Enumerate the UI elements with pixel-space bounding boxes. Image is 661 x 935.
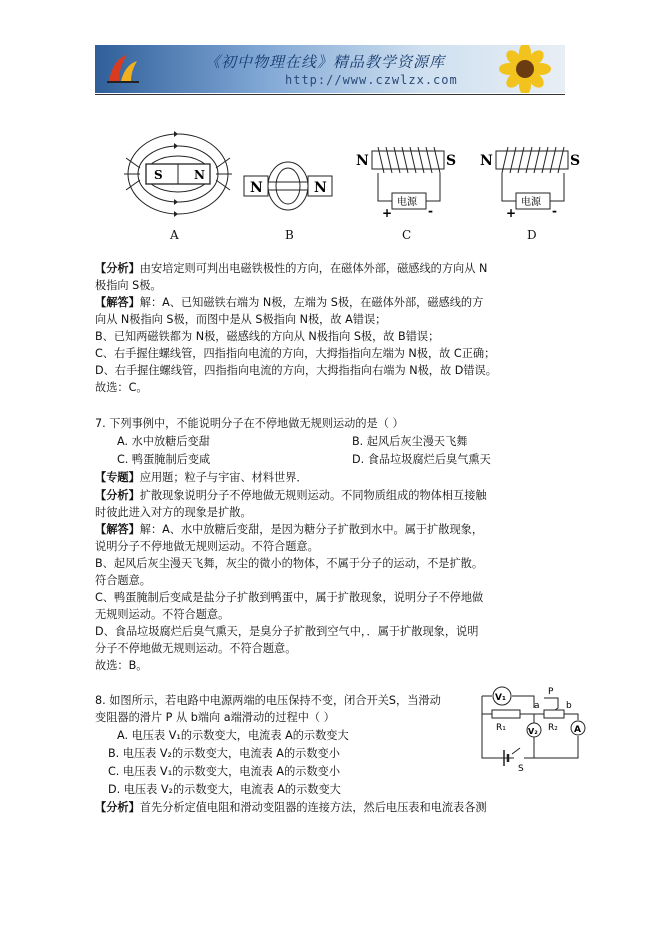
plus-d: +: [506, 206, 517, 220]
pole-s-label: S: [154, 168, 163, 182]
figure-a-label: A: [170, 228, 179, 242]
header-banner: [95, 45, 565, 93]
q8-stem-line1: 8. 如图所示，若电路中电源两端的电压保持不变，闭合开关S，当滑动: [95, 694, 441, 707]
pole-n-label: N: [194, 168, 205, 182]
plus-c: +: [382, 206, 393, 220]
figure-c-label: C: [402, 228, 412, 242]
q7-option-c: C. 鸭蛋腌制后变咸: [117, 453, 211, 466]
figure-a-bar-magnet: [122, 128, 234, 220]
q7-answer-line7: D、食品垃圾腐烂后臭气熏天，是臭分子扩散到空气中，．属于扩散现象，说明: [95, 625, 479, 638]
figure-d-label: D: [527, 228, 537, 242]
q7-answer-line8: 分子不停地做无规则运动。不符合题意。: [95, 642, 297, 655]
circuit-point-b: b: [566, 701, 572, 711]
q8-option-a: A. 电压表 V₁的示数变大，电流表 A的示数变大: [117, 729, 349, 742]
circuit-r2: R₂: [548, 723, 558, 733]
logo-icon: [105, 51, 141, 87]
figure-d-solenoid: [476, 145, 586, 220]
q6-answer-line2: 向从 N极指向 S极，而图中是从 S极指向 N极，故 A错误；: [95, 313, 387, 326]
figure-b-label: B: [285, 228, 294, 242]
circuit-r1: R₁: [496, 723, 506, 733]
banner-url: http://www.czwlzx.com: [285, 73, 458, 87]
circuit-switch: S: [518, 764, 524, 772]
q7-analysis-line1: 【分析】扩散现象说明分子不停地做无规则运动。不同物质组成的物体相互接触: [95, 489, 487, 502]
q7-answer-line4: 符合题意。: [95, 574, 151, 587]
header-rule: [95, 94, 565, 95]
q6-answer-line4: C、右手握住螺线管，四指指向电流的方向，大拇指指向左端为 N极，故 C正确；: [95, 347, 496, 360]
circuit-p: P: [548, 687, 554, 697]
q8-option-b: B. 电压表 V₂的示数变大，电流表 A的示数变小: [108, 747, 340, 760]
q7-option-b: B. 起风后灰尘漫天飞舞: [352, 435, 468, 448]
power-label-d: 电源: [521, 197, 541, 208]
q7-analysis-line2: 时彼此进入对方的现象是扩散。: [95, 506, 252, 519]
q6-answer-line5: D、右手握住螺线管，四指指向电流的方向，大拇指指向右端为 N极，故 D错误。: [95, 364, 497, 377]
q8-analysis-line1: 【分析】首先分析定值电阻和滑动变阻器的连接方法，然后电压表和电流表各测: [95, 801, 487, 814]
minus-c: -: [428, 204, 433, 218]
pole-s-c: S: [446, 153, 457, 169]
pole-n-d: N: [480, 153, 493, 169]
q7-choose: 故选：B。: [95, 659, 148, 672]
pole-n-left: N: [250, 180, 263, 196]
circuit-v1: V₁: [495, 693, 506, 703]
q8-stem-line2: 变阻器的滑片 P 从 b端向 a端滑动的过程中（ ）: [95, 711, 335, 724]
q7-answer-line3: B、起风后灰尘漫天飞舞，灰尘的微小的物体，不属于分子的运动，不是扩散。: [95, 557, 484, 570]
power-label-c: 电源: [397, 197, 417, 208]
q6-answer-line1: 【解答】解：A、已知磁铁右端为 N极，左端为 S极，在磁体外部，磁感线的方: [95, 296, 484, 309]
q7-topic: 【专题】应用题；粒子与宇宙、材料世界．: [95, 471, 308, 484]
sunflower-icon: [485, 45, 555, 93]
figure-b-two-magnets: [242, 160, 334, 212]
circuit-v2: V₂: [528, 727, 538, 736]
q8-option-c: C. 电压表 V₁的示数变大，电流表 A的示数变小: [108, 765, 341, 778]
q7-stem: 7. 下列事例中，不能说明分子在不停地做无规则运动的是（ ）: [95, 417, 404, 430]
q6-analysis-line1: 【分析】由安培定则可判出电磁铁极性的方向，在磁体外部，磁感线的方向从 N: [95, 262, 488, 275]
q6-analysis-line2: 极指向 S极。: [95, 279, 162, 292]
q7-option-a: A. 水中放糖后变甜: [117, 435, 210, 448]
circuit-ammeter: A: [574, 725, 581, 735]
q7-answer-line2: 说明分子不停地做无规则运动。不符合题意。: [95, 540, 319, 553]
q6-answer-line3: B、已知两磁铁都为 N极，磁感线的方向从 N极指向 S极，故 B错误；: [95, 330, 440, 343]
q7-answer-line5: C、鸭蛋腌制后变咸是盐分子扩散到鸭蛋中，属于扩散现象，说明分子不停地做: [95, 591, 484, 604]
minus-d: -: [552, 204, 557, 218]
figure-c-solenoid: [352, 145, 462, 220]
q8-option-d: D. 电压表 V₂的示数变大，电流表 A的示数变大: [108, 783, 341, 796]
pole-n-c: N: [356, 153, 369, 169]
banner-title: 《初中物理在线》精品教学资源库: [205, 53, 446, 71]
pole-s-d: S: [570, 153, 581, 169]
q6-choose: 故选：C。: [95, 381, 148, 394]
q7-option-d: D. 食品垃圾腐烂后臭气熏天: [352, 453, 491, 466]
circuit-point-a: a: [534, 701, 540, 711]
q7-answer-line1: 【解答】解：A、水中放糖后变甜，是因为糖分子扩散到水中。属于扩散现象，: [95, 523, 484, 536]
pole-n-right: N: [314, 180, 327, 196]
q8-circuit-diagram: [474, 680, 586, 772]
q7-answer-line6: 无规则运动。不符合题意。: [95, 608, 230, 621]
